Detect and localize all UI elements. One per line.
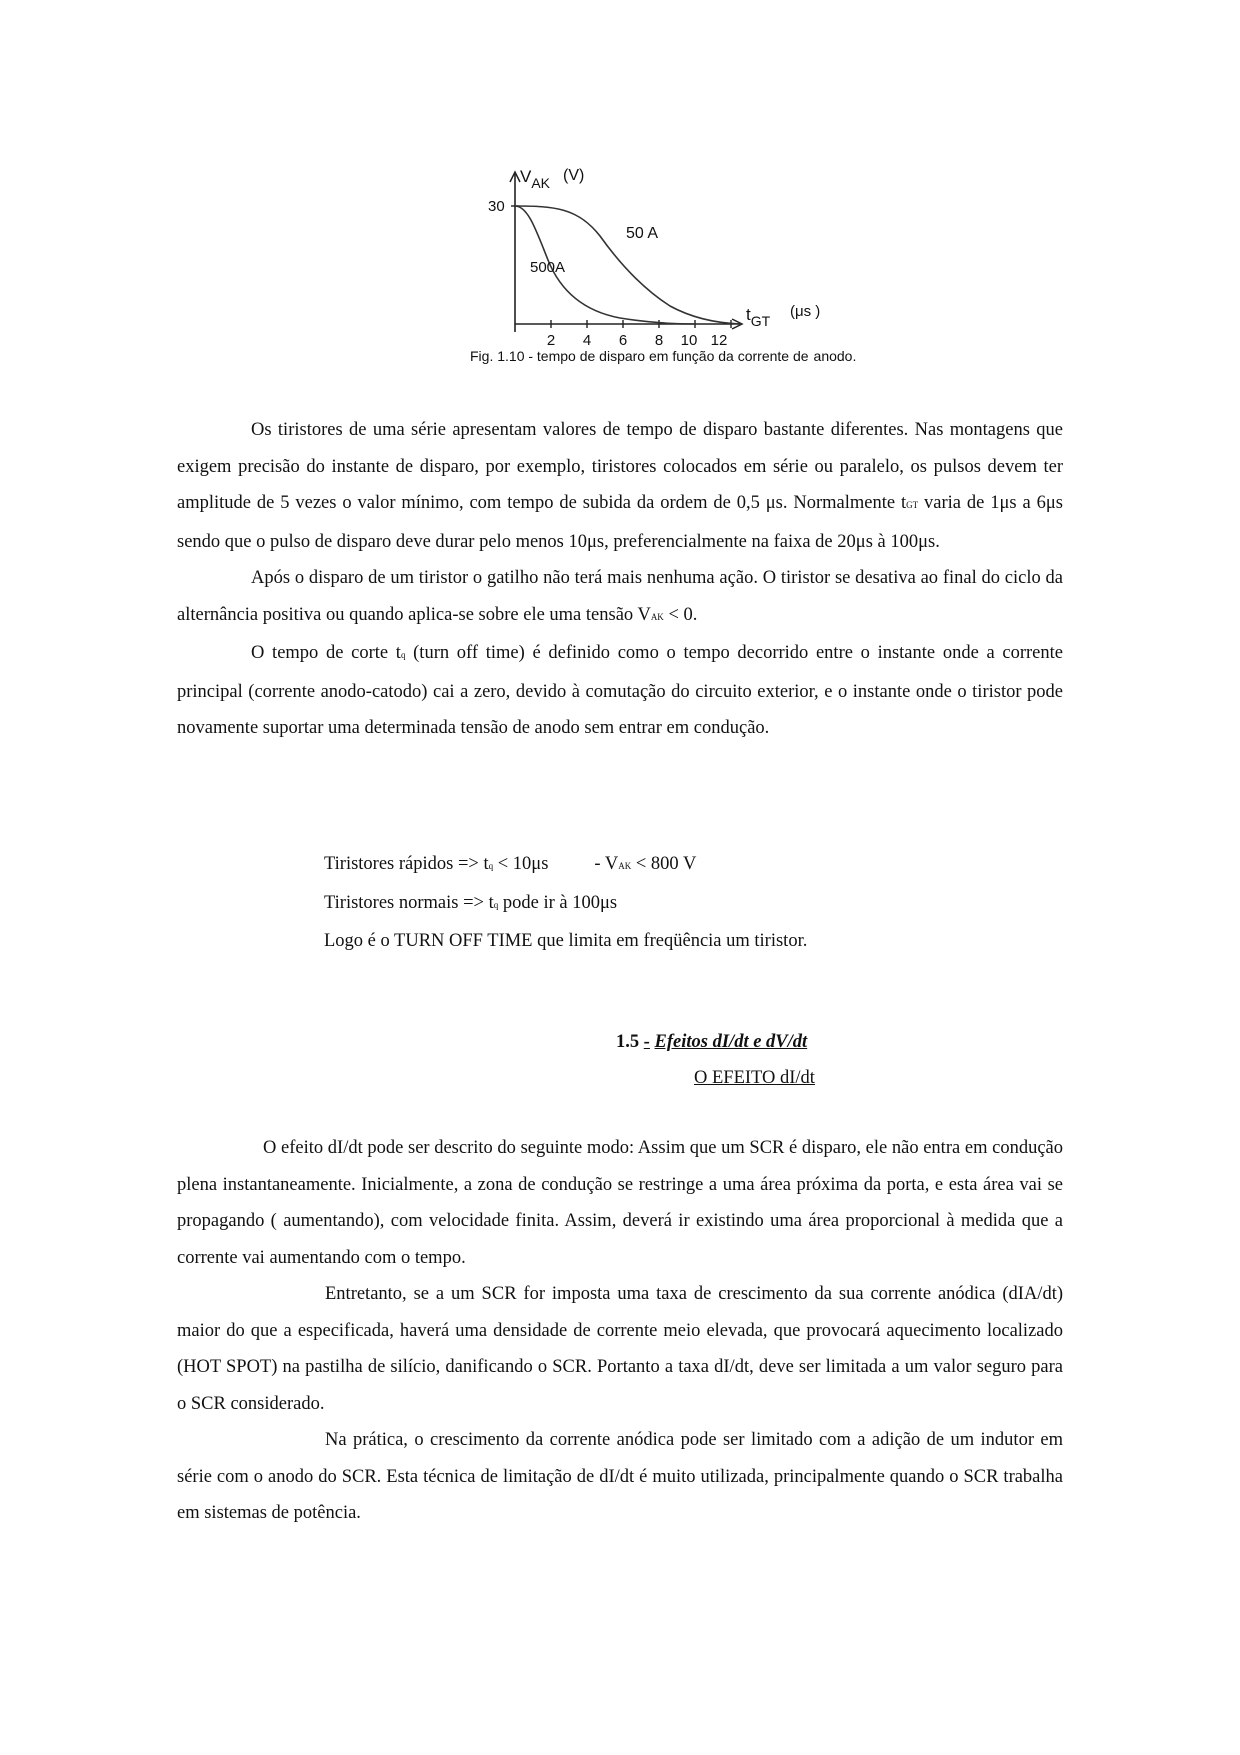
x-tick-label: 10	[680, 332, 698, 349]
section-heading: 1.5 - Efeitos dI/dt e dV/dt	[616, 1032, 808, 1052]
curve-label-500a: 500A	[530, 259, 566, 276]
paragraph: O tempo de corte tq (turn off time) é definido como o tempo decorrido entre o instante onde a corrente principal (corrente anodo-catodo) cai a zero, devido à comutação do circuito exterior, e o instante onde o tiristor pode novamente suportar uma determinada tensão de anodo sem entrar em condução.	[177, 643, 1063, 738]
figure-caption	[470, 348, 940, 364]
paragraph: O efeito dI/dt pode ser descrito do seguinte modo: Assim que um SCR é disparo, ele não entra em condução plena instantaneamente. Inicialmente, a zona de condução se restringe a uma área próxima da porta, e esta área vai se propagando ( aumentando), com velocidade finita. Assim, deverá ir existindo uma área proporcional à medida que a corrente vai aumentando com o tempo.	[177, 1138, 1063, 1268]
x-tick-label: 4	[582, 332, 592, 349]
y-axis-label: $V_{AK}$	[520, 167, 551, 191]
x-axis-label: $t_{GT}$	[746, 305, 771, 329]
list-item: Tiristores rápidos => tq < 10μs - VAK < 800 V	[324, 854, 697, 874]
tiristor-list	[324, 846, 1024, 960]
x-axis-unit: (μs )	[790, 303, 821, 320]
x-tick-label: 6	[618, 332, 628, 349]
x-tick-label: 8	[654, 332, 664, 349]
x-tick-label: 12	[710, 332, 728, 349]
y-tick-label: 30	[488, 198, 505, 215]
paragraph: Na prática, o crescimento da corrente anódica pode ser limitado com a adição de um indutor em série com o anodo do SCR. Esta técnica de limitação de dI/dt é muito utilizada, principalmente quando o SCR trabalha em sistemas de potência.	[177, 1430, 1063, 1523]
caption-text: Fig. 1.10 - tempo de disparo em função da corrente de	[470, 348, 809, 364]
x-tick-label: 2	[546, 332, 556, 349]
body-block-2	[177, 1130, 1063, 1532]
paragraph: Após o disparo de um tiristor o gatilho não terá mais nenhuma ação. O tiristor se desativa ao final do ciclo da alternância positiva ou quando aplica-se sobre ele uma tensão VAK < 0.	[177, 568, 1063, 625]
list-item: Logo é o TURN OFF TIME que limita em freqüência um tiristor.	[324, 931, 808, 951]
caption-end-text: anodo.	[813, 348, 857, 364]
body-block-1	[177, 412, 1063, 747]
list-item: Tiristores normais => tq pode ir à 100μs	[324, 892, 618, 913]
section-subheading: O EFEITO dI/dt	[694, 1068, 815, 1088]
y-axis-unit: (V)	[563, 167, 585, 184]
paragraph: Os tiristores de uma série apresentam valores de tempo de disparo bastante diferentes. Nas montagens que exigem precisão do instante de disparo, por exemplo, tiristores colocados em série ou paralelo, os pulsos devem ter amplitude de 5 vezes o valor mínimo, com tempo de subida da ordem de 0,5 μs. Normalmente tGT varia de 1μs a 6μs sendo que o pulso de disparo deve durar pelo menos 10μs, preferencialmente na faixa de 20μs à 100μs.	[177, 420, 1063, 552]
paragraph: Entretanto, se a um SCR for imposta uma taxa de crescimento da sua corrente anódica (dIA/dt) maior do que a especificada, haverá uma densidade de corrente meio elevada, que provocará aquecimento localizado (HOT SPOT) na pastilha de silício, danificando o SCR. Portanto a taxa dI/dt, deve ser limitada a um valor seguro para o SCR considerado.	[177, 1284, 1063, 1414]
curve-label-50a: 50 A	[626, 225, 659, 242]
tgt-vs-vak-plot	[470, 160, 940, 350]
figure-1-10	[470, 160, 940, 375]
